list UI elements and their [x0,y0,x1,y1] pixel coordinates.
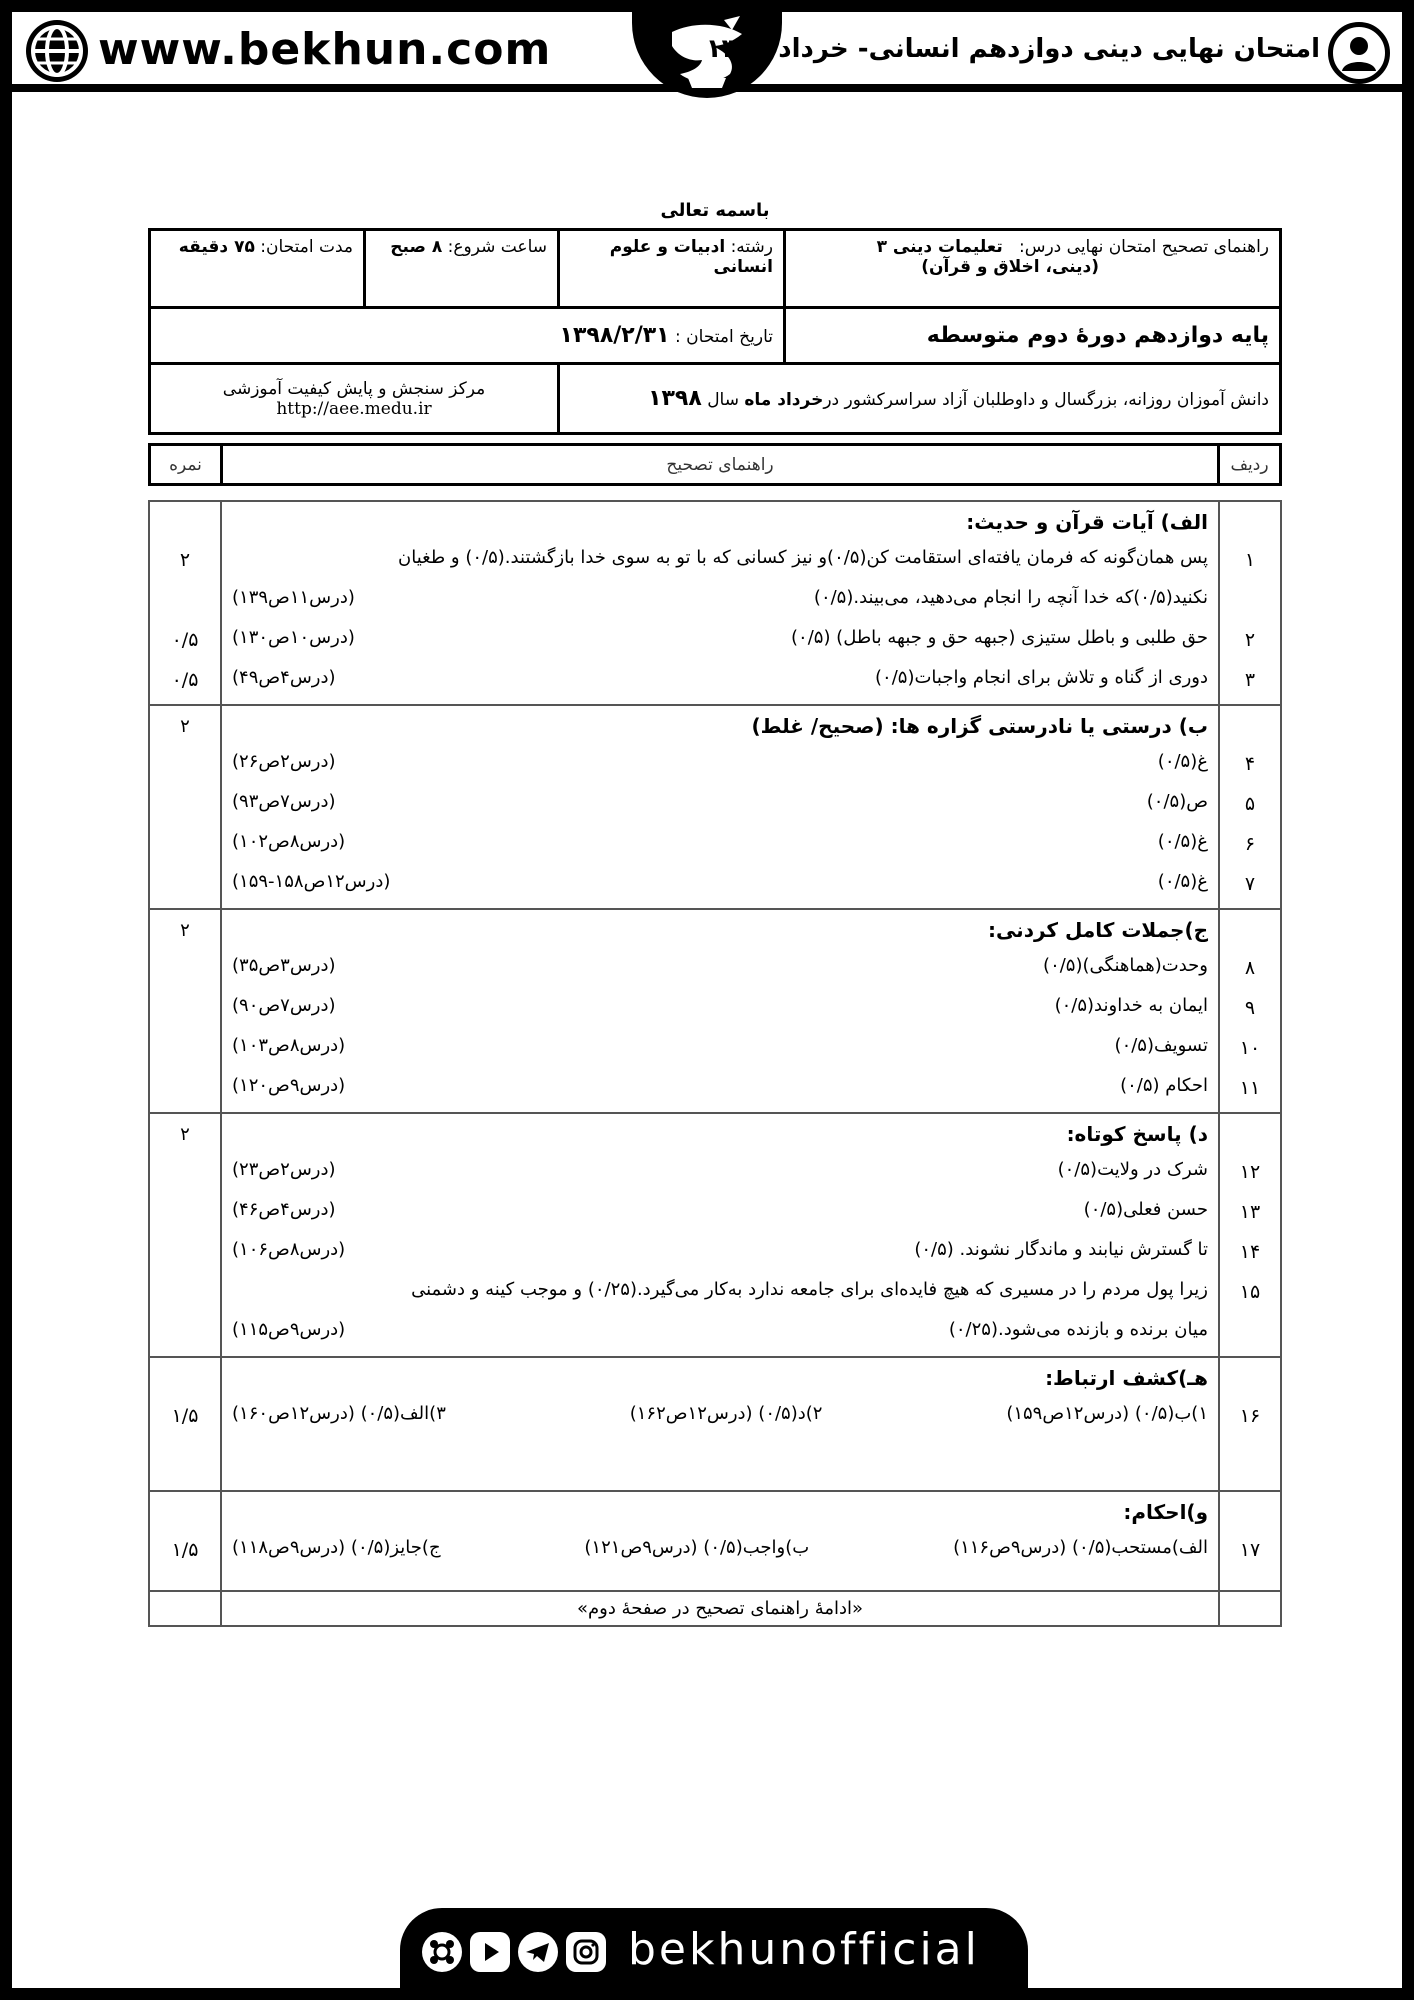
center-url[interactable]: http://aee.medu.ir [276,398,432,419]
answer-text: غ(۰/۵) [1157,751,1208,772]
row-number: ۳ [1244,669,1256,691]
section-f [149,1491,1281,1591]
row-number: ۱۱ [1239,1077,1261,1099]
social-bar [400,1908,1028,1992]
section-a-scores [149,501,221,705]
answer-text: ۱)ب(۰/۵) (درس۱۲ص۱۵۹) [1006,1403,1208,1424]
audience-cell [559,364,1281,434]
section-f-content [221,1491,1219,1591]
lesson-ref: (درس۱۲ص۱۵۸-۱۵۹) [232,871,391,892]
section-e [149,1357,1281,1491]
lesson-ref: (درس۱۱ص۱۳۹) [232,587,355,608]
row-number: ۱۶ [1239,1405,1261,1427]
lesson-ref: (درس۴ص۴۹) [232,667,336,688]
row-numbers [1219,909,1281,1113]
course-label: راهنمای تصحیح امتحان نهایی درس: [1018,237,1269,257]
aparat-icon[interactable] [422,1932,462,1972]
audience-year: ۱۳۹۸ [648,386,702,411]
row-number: ۹ [1244,997,1256,1019]
site-url[interactable]: www.bekhun.com [98,24,552,75]
audience-year-label: سال [707,390,739,410]
start-time-cell [365,230,559,308]
audience-month: خرداد ماه [744,390,824,410]
row-number: ۱۴ [1239,1241,1261,1263]
row-numbers [1219,1113,1281,1357]
answer-text: شرک در ولایت(۰/۵) [1057,1159,1208,1180]
field-cell [559,230,785,308]
answer-text: حسن فعلی(۰/۵) [1083,1199,1208,1220]
answer-text: ج)جایز(۰/۵) (درس۹ص۱۱۸) [232,1537,441,1558]
section-a [149,501,1281,705]
start-label: ساعت شروع: [447,237,547,257]
score: ۱/۵ [171,1405,199,1427]
course-cell [785,230,1281,308]
section-e-content [221,1357,1219,1491]
audience-prefix: دانش آموزان روزانه، بزرگسال و داوطلبان آزاد سراسرکشور در [823,390,1269,410]
col-score: نمره [150,445,222,485]
lesson-ref: (درس۳ص۳۵) [232,955,336,976]
answer-text: ب)واجب(۰/۵) (درس۹ص۱۲۱) [584,1537,810,1558]
col-guide: راهنمای تصحیح [222,445,1219,485]
column-header-table [148,443,1282,486]
answer-text: تا گسترش نیابند و ماندگار نشوند. (۰/۵) [914,1239,1208,1260]
user-icon [1328,22,1390,84]
course-name: تعلیمات دینی ۳ [876,237,1003,257]
answer-key-document [148,200,1282,1627]
duration-cell [150,230,365,308]
score: ۰/۵ [171,669,199,691]
lesson-ref: (درس۷ص۹۳) [232,791,336,812]
answer-text: زیرا پول مردم را در مسیری که هیچ فایده‌ای برای جامعه ندارد به‌کار می‌گیرد.(۰/۲۵) و موجب کینه و دشمنی [411,1279,1208,1300]
youtube-icon[interactable] [470,1932,510,1972]
answer-table [148,500,1282,1627]
score: ۲ [149,1113,221,1357]
answer-text: ۲)د(۰/۵) (درس۱۲ص۱۶۲) [629,1403,823,1424]
answer-text: احکام (۰/۵) [1120,1075,1208,1096]
answer-text: دوری از گناه و تلاش برای انجام واجبات(۰/۵) [875,667,1208,688]
date-cell [150,308,785,364]
lesson-ref: (درس۹ص۱۲۰) [232,1075,346,1096]
row-numbers [1219,705,1281,909]
row-numbers [1219,1491,1281,1591]
section-a-content [221,501,1219,705]
center-cell [150,364,559,434]
answer-text: وحدت(هماهنگی)(۰/۵) [1043,955,1208,976]
row-number: ۱۳ [1239,1201,1261,1223]
continued-row [149,1591,1281,1626]
center-name: مرکز سنجش و پایش کیفیت آموزشی [222,378,486,399]
section-title: هـ)کشف ارتباط: [1045,1366,1208,1390]
exam-title: امتحان نهایی دینی دوازدهم انسانی- خرداد ۱۳۹۸ [705,34,1320,64]
lesson-ref: (درس۸ص۱۰۳) [232,1035,346,1056]
row-numbers [1219,1357,1281,1491]
section-d [149,1113,1281,1357]
answer-text: ص(۰/۵) [1146,791,1208,812]
section-title: ب) درستی یا نادرستی گزاره ها: (صحیح/ غلط) [751,714,1208,738]
row-number: ۵ [1244,793,1256,815]
section-e-scores [149,1357,221,1491]
social-handle[interactable]: bekhunofficial [628,1924,980,1975]
answer-text: پس همان‌گونه که فرمان یافته‌ای استقامت کن(۰/۵)و نیز کسانی که با تو به سوی خدا بازگشتند.(۰/۵) و طغیان [398,547,1208,568]
section-b [149,705,1281,909]
row-number: ۲ [1244,629,1256,651]
field-label: رشته: [730,237,773,257]
lesson-ref: (درس۷ص۹۰) [232,995,336,1016]
row-number: ۱۰ [1239,1037,1261,1059]
score: ۱/۵ [171,1539,199,1561]
grade-cell [785,308,1281,364]
basmala: باسمه تعالی [660,200,770,221]
lesson-ref: (درس۲ص۲۶) [232,751,336,772]
telegram-icon[interactable] [518,1932,558,1972]
answer-text: تسویف(۰/۵) [1114,1035,1208,1056]
answer-text: میان برنده و بازنده می‌شود.(۰/۲۵) [948,1319,1208,1340]
answer-text: غ(۰/۵) [1157,831,1208,852]
row-numbers [1219,501,1281,705]
date-value: ۱۳۹۸/۲/۳۱ [559,323,670,348]
answer-text: ایمان به خداوند(۰/۵) [1054,995,1208,1016]
section-title: د) پاسخ کوتاه: [1066,1122,1208,1146]
answer-text: غ(۰/۵) [1157,871,1208,892]
section-b-content [221,705,1219,909]
row-number: ۱۲ [1239,1161,1261,1183]
section-title: ج)جملات کامل کردنی: [987,918,1208,942]
section-d-content [221,1113,1219,1357]
row-number: ۱۵ [1239,1281,1261,1303]
duration-label: مدت امتحان: [260,237,353,257]
answer-text: ۳)الف(۰/۵) (درس۱۲ص۱۶۰) [232,1403,446,1424]
page [12,12,1402,1988]
score: ۰/۵ [171,629,199,651]
row-number: ۴ [1244,753,1256,775]
answer-text: الف)مستحب(۰/۵) (درس۹ص۱۱۶) [953,1537,1208,1558]
exam-info-table [148,228,1282,435]
lesson-ref: (درس۲ص۲۳) [232,1159,336,1180]
start-value: ۸ صبح [390,237,443,257]
row-number: ۱۷ [1239,1539,1261,1561]
course-sub: (دینی، اخلاق و قرآن) [921,257,1099,277]
answer-text: حق طلبی و باطل ستیزی (جبهه حق و جبهه باطل) (۰/۵) [791,627,1208,648]
score: ۲ [179,549,191,571]
section-c [149,909,1281,1113]
col-row: ردیف [1219,445,1281,485]
section-f-scores [149,1491,221,1591]
lesson-ref: (درس۹ص۱۱۵) [232,1319,346,1340]
date-label: تاریخ امتحان : [675,327,773,347]
section-title: و)احکام: [1123,1500,1208,1524]
duration-value: ۷۵ دقیقه [178,237,255,257]
section-title: الف) آیات قرآن و حدیث: [966,510,1208,534]
row-number: ۱ [1244,549,1256,571]
continued-note: «ادامهٔ راهنمای تصحیح در صفحهٔ دوم» [221,1591,1219,1626]
lesson-ref: (درس۸ص۱۰۲) [232,831,346,852]
score: ۲ [149,909,221,1113]
lesson-ref: (درس۱۰ص۱۳۰) [232,627,355,648]
row-number: ۷ [1244,873,1256,895]
top-header-bar [12,12,1402,92]
lesson-ref: (درس۸ص۱۰۶) [232,1239,346,1260]
row-number: ۶ [1244,833,1256,855]
grade: پایه دوازدهم دورهٔ دوم متوسطه [926,323,1269,348]
lesson-ref: (درس۴ص۴۶) [232,1199,336,1220]
row-number: ۸ [1244,957,1256,979]
globe-icon [26,20,88,82]
field-value: ادبیات و علوم انسانی [609,237,773,277]
answer-text: نکنید(۰/۵)که خدا آنچه را انجام می‌دهید، می‌بیند.(۰/۵) [813,587,1208,608]
score: ۲ [149,705,221,909]
instagram-icon[interactable] [566,1932,606,1972]
section-c-content [221,909,1219,1113]
